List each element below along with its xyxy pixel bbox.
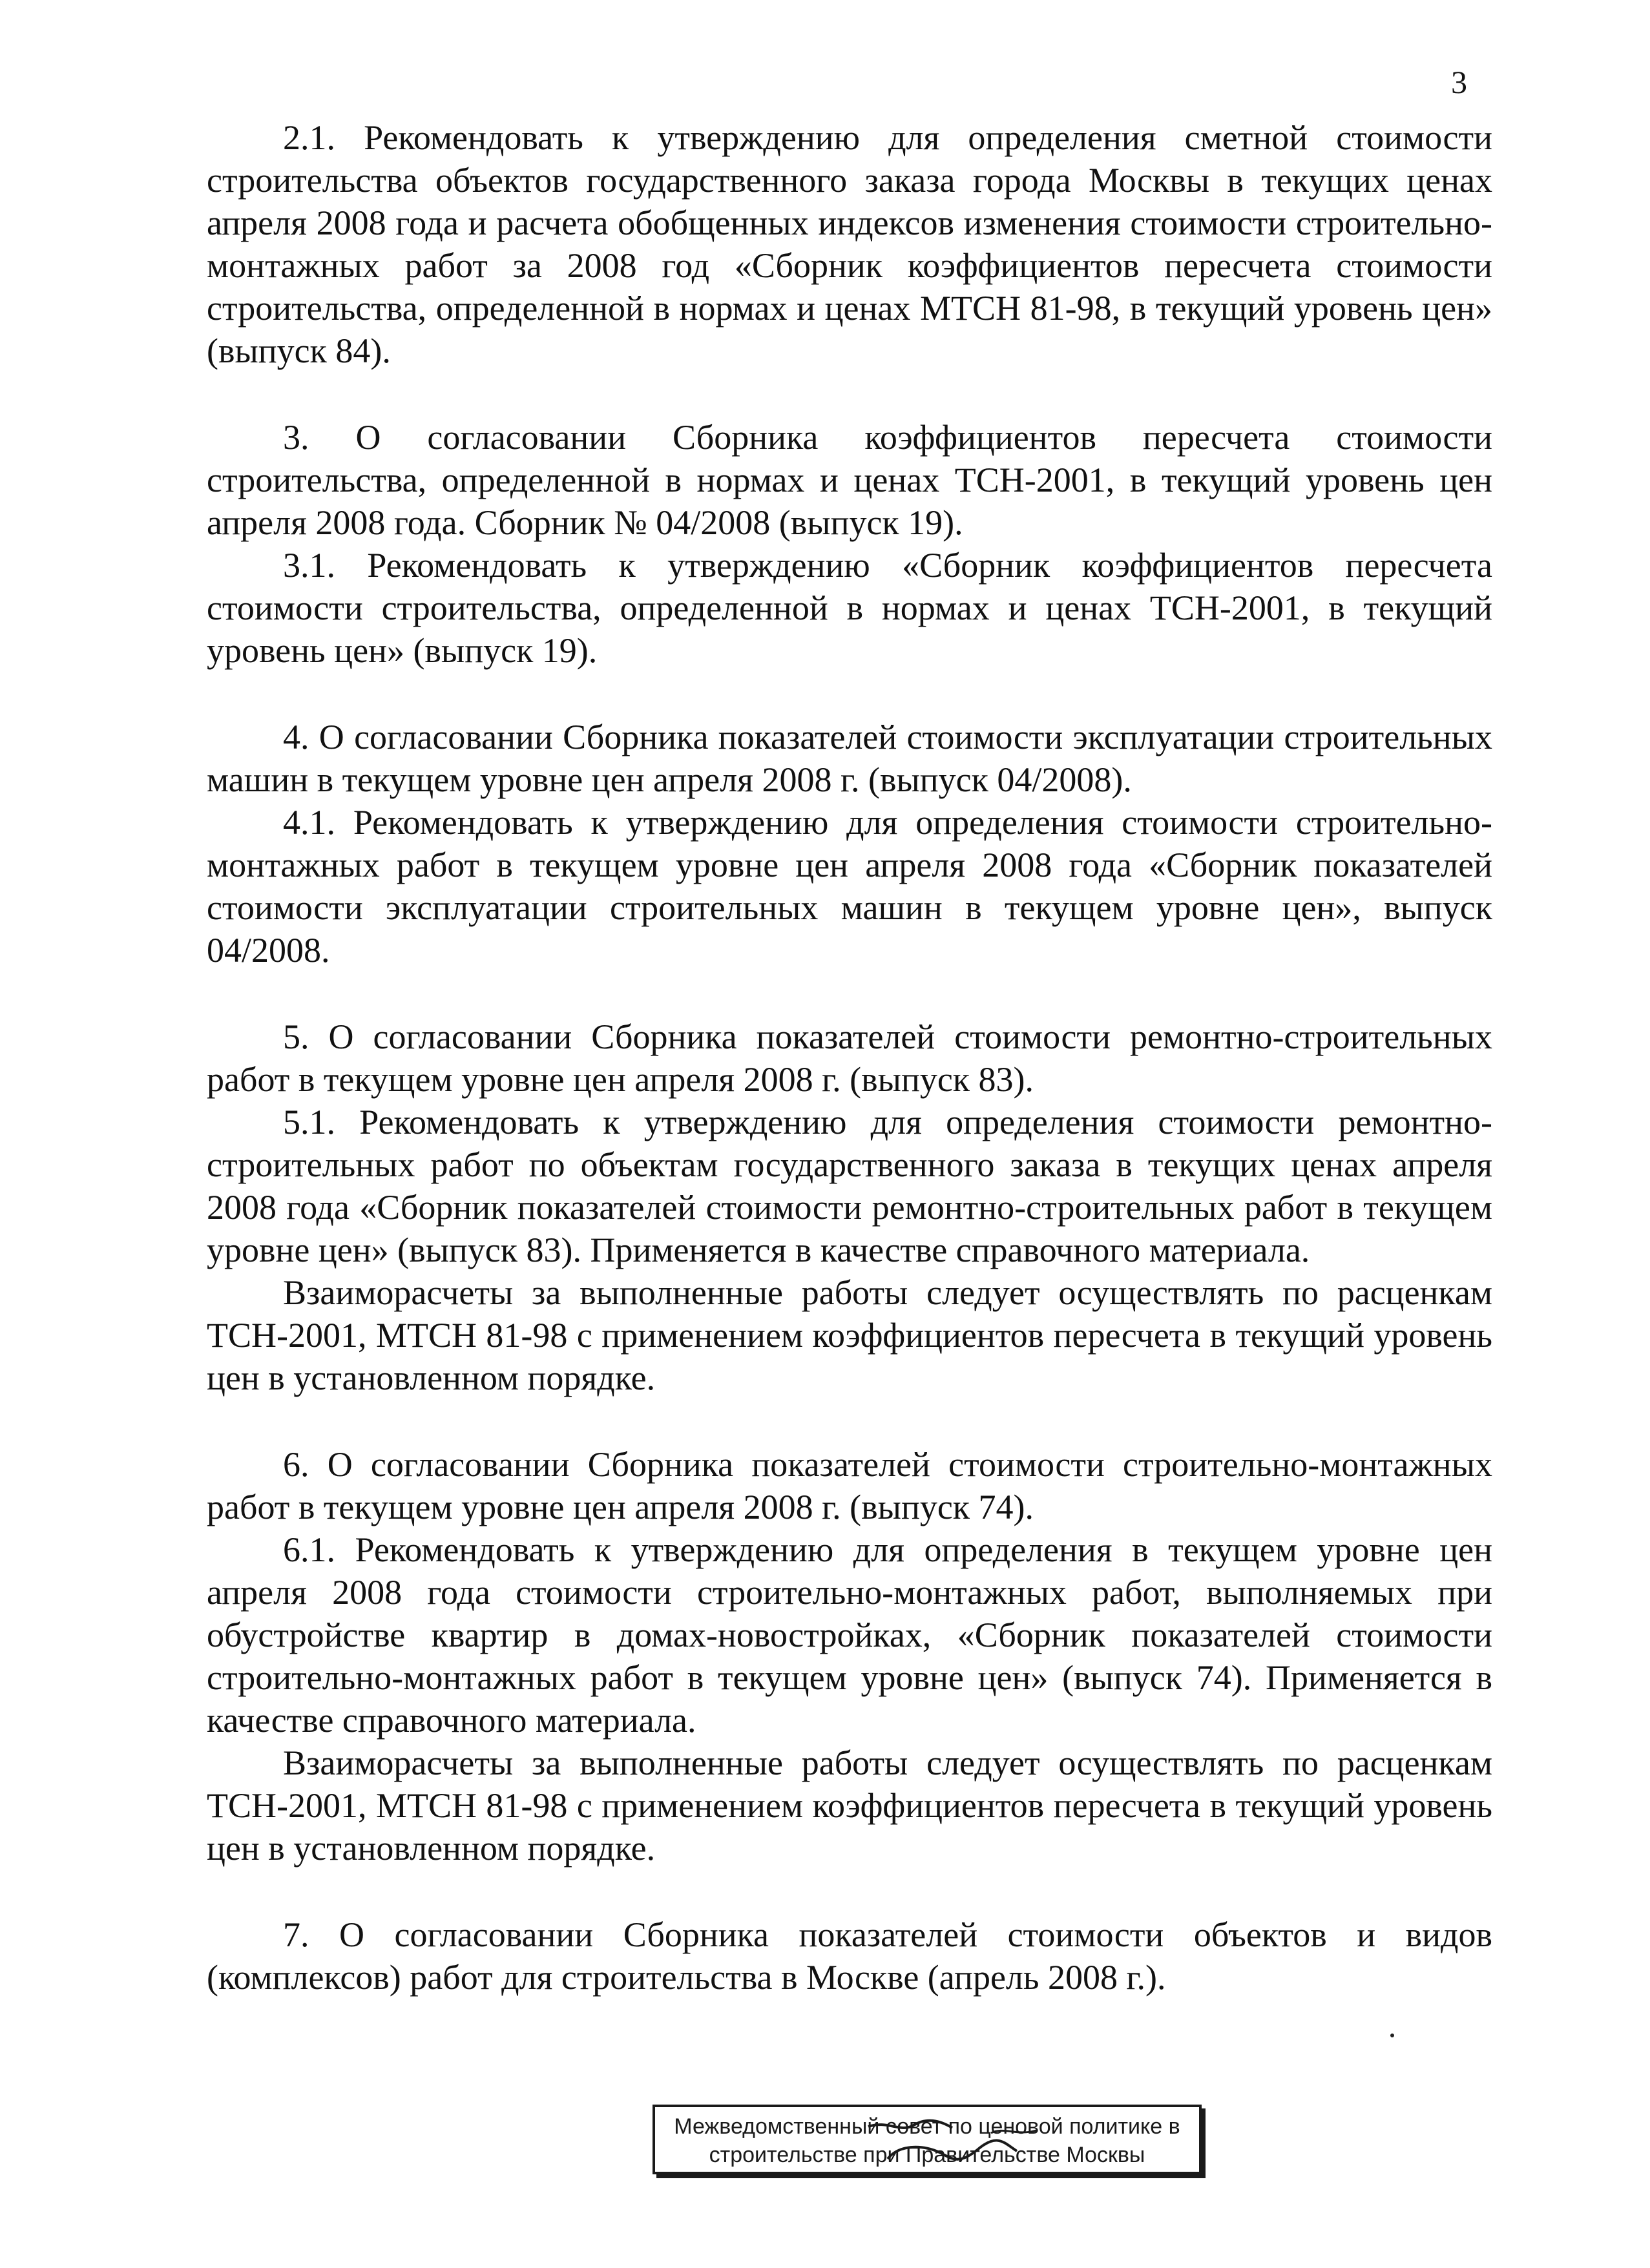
paragraph-4-1: 4.1. Рекомендовать к утверждению для определения стоимости строительно-монтажных работ в текущем уровне цен апреля 2008 года «Сборник показателей стоимости эксплуатации строительных машин в текущем уровне цен», выпуск 04/2008. (207, 803, 1492, 970)
page-number: 3 (1451, 64, 1467, 100)
paragraph-5: 5. О согласовании Сборника показателей стоимости ремонтно-строительных работ в текущем уровне цен апреля 2008 г. (выпуск 83). (207, 1017, 1492, 1099)
paragraph-6: 6. О согласовании Сборника показателей стоимости строительно-монтажных работ в текущем уровне цен апреля 2008 г. (выпуск 74). (207, 1445, 1492, 1526)
paragraph-4: 4. О согласовании Сборника показателей стоимости эксплуатации строительных машин в текущем уровне цен апреля 2008 г. (выпуск 04/2008). (207, 718, 1492, 799)
stray-dot (1390, 2034, 1394, 2037)
paragraph-3-1: 3.1. Рекомендовать к утверждению «Сборник коэффициентов пересчета стоимости строительства, определенной в нормах и ценах ТСН-2001, в текущий уровень цен» (выпуск 19). (207, 546, 1492, 670)
stamp-signature-icon (655, 2107, 1204, 2177)
paragraph-6-1: 6.1. Рекомендовать к утверждению для определения в текущем уровне цен апреля 2008 года стоимости строительно-монтажных работ, выполняемых при обустройстве квартир в домах-новостройках, «Сборник показателей стоимости строительно-монтажных работ в текущем уровне цен» (выпуск 74). Применяется в качестве справочного материала. (207, 1530, 1492, 1740)
section-6 (207, 1443, 1492, 1869)
paragraph-6-2: Взаиморасчеты за выполненные работы следует осуществлять по расценкам ТСН-2001, МТСН 81-98 с применением коэффициентов пересчета в текущий уровень цен в установленном порядке. (207, 1743, 1492, 1867)
paragraph-7: 7. О согласовании Сборника показателей стоимости объектов и видов (комплексов) работ для строительства в Москве (апрель 2008 г.). (207, 1915, 1492, 1997)
council-stamp (653, 2105, 1202, 2174)
paragraph-3: 3. О согласовании Сборника коэффициентов пересчета стоимости строительства, определенной в нормах и ценах ТСН-2001, в текущий уровень цен апреля 2008 года. Сборник № 04/2008 (выпуск 19). (207, 418, 1492, 542)
section-5 (207, 1015, 1492, 1399)
document-body (207, 116, 1492, 1999)
section-4 (207, 716, 1492, 972)
stamp-line-1: Межведомственный совет по ценовой политике в (674, 2114, 1180, 2139)
paragraph-2-1: 2.1. Рекомендовать к утверждению для определения сметной стоимости строительства объектов государственного заказа города Москвы в текущих ценах апреля 2008 года и расчета обобщенных индексов изменения стоимости строительно-монтажных работ за 2008 год «Сборник коэффициентов пересчета стоимости строительства, определенной в нормах и ценах МТСН 81-98, в текущий уровень цен» (выпуск 84). (207, 118, 1492, 370)
paragraph-5-2: Взаиморасчеты за выполненные работы следует осуществлять по расценкам ТСН-2001, МТСН 81-98 с применением коэффициентов пересчета в текущий уровень цен в установленном порядке. (207, 1273, 1492, 1397)
section-7 (207, 1913, 1492, 1999)
section-3 (207, 416, 1492, 672)
paragraph-5-1: 5.1. Рекомендовать к утверждению для определения стоимости ремонтно-строительных работ по объектам государственного заказа в текущих ценах апреля 2008 года «Сборник показателей стоимости ремонтно-строительных работ в текущем уровне цен» (выпуск 83). Применяется в качестве справочного материала. (207, 1103, 1492, 1269)
stamp-line-2: строительстве при Правительстве Москвы (709, 2143, 1145, 2167)
section-2-1 (207, 116, 1492, 372)
